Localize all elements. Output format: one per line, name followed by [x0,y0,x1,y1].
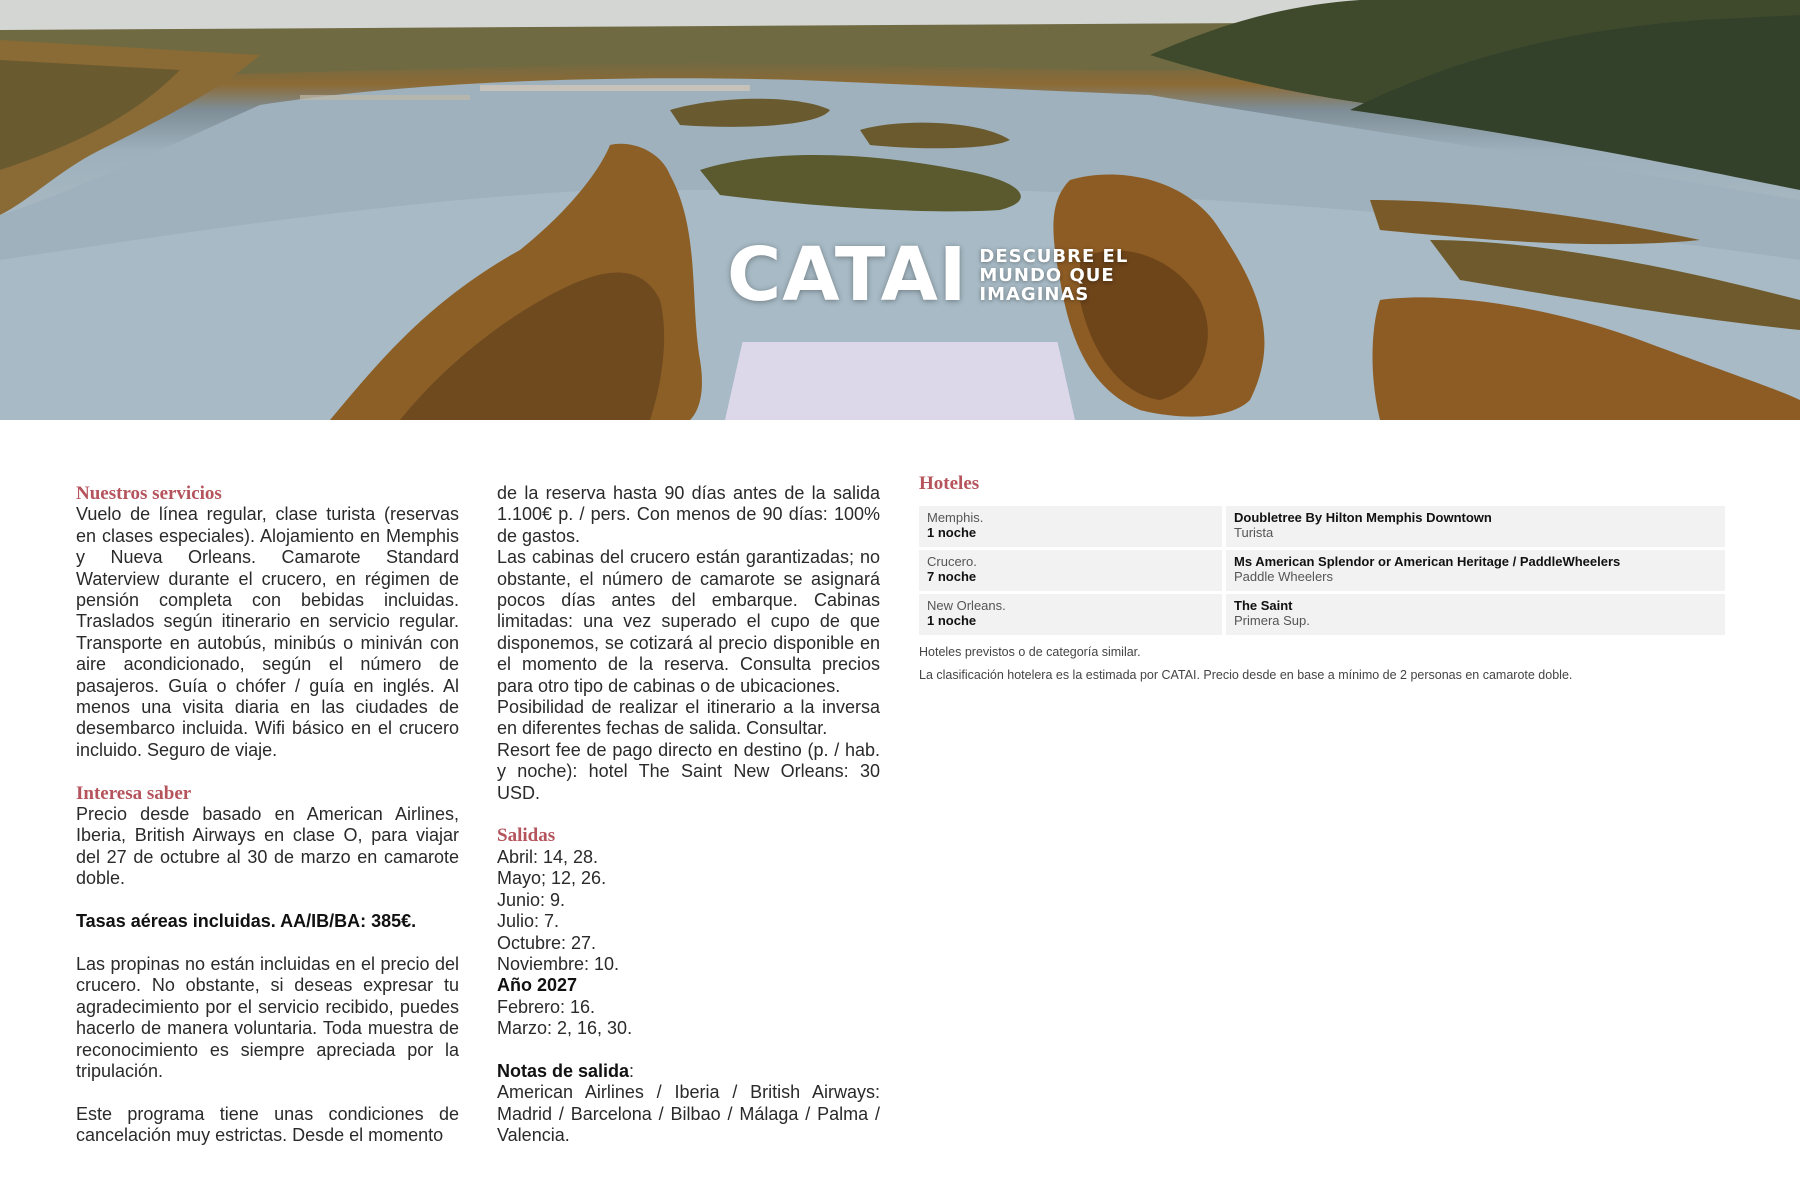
cancellation-text-continued: de la reserva hasta 90 días antes de la salida 1.100€ p. / pers. Con menos de 90 días: 100% de gastos. [497,483,880,546]
hotels-title: Hoteles [919,473,980,494]
hotel-category: Turista [1234,525,1274,541]
hotel-location-cell [919,550,1222,591]
departures-list [497,847,880,1040]
departures-title: Salidas [497,825,556,847]
departure-notes-colon: : [629,1060,635,1081]
column-left [76,483,459,1147]
departure-item: Octubre: 27. [497,932,597,953]
hotel-city: Memphis. [927,510,984,526]
hotel-row [919,594,1725,635]
info-title: Interesa saber [76,782,192,804]
hero-image [0,0,1800,420]
hotel-name: The Saint [1234,598,1293,614]
hotel-name-cell [1226,506,1725,547]
hotel-location-cell [919,594,1222,635]
hotel-name-cell [1226,594,1725,635]
catai-logo: CATAI [727,232,968,318]
hotel-name: Doubletree By Hilton Memphis Downtown [1234,510,1492,526]
cabins-text: Las cabinas del crucero están garantizadas; no obstante, el número de camarote se asignará pocos días antes del embarque. Cabinas limitadas: una vez superado el cupo de que disponemos, se cotizará al precio disponible en el momento de la reserva. Consulta precios para otro tipo de cabinas o de ubicaciones. [497,547,880,696]
hotels-note-similar: Hoteles previstos o de categoría similar. [919,645,1141,660]
hotel-name: Ms American Splendor or American Heritage / PaddleWheelers [1234,554,1621,570]
hotel-nights: 7 noche [927,569,977,585]
year-label: Año 2027 [497,975,578,996]
hotel-row [919,550,1725,591]
departure-item: Febrero: 16. [497,996,596,1017]
column-middle [497,483,880,1147]
departure-item: Mayo; 12, 26. [497,868,607,889]
hotel-nights: 1 noche [927,525,977,541]
hotel-nights: 1 noche [927,613,977,629]
departure-item: Marzo: 2, 16, 30. [497,1018,633,1039]
tagline-line-2: MUNDO QUE [979,264,1115,286]
departure-item: Julio: 7. [497,911,560,932]
air-taxes-note: Tasas aéreas incluidas. AA/IB/BA: 385€. [76,911,417,932]
departure-notes-heading [497,1061,880,1082]
cancellation-text-start: Este programa tiene unas condiciones de cancelación muy estrictas. Desde el momento [76,1103,459,1146]
services-title: Nuestros servicios [76,483,222,504]
departure-notes-label: Notas de salida [497,1060,630,1081]
resort-fee-text: Resort fee de pago directo en destino (p. / hab. y noche): hotel The Saint New Orleans: 30 USD. [497,739,880,803]
hotel-row [919,506,1725,547]
hotel-city: New Orleans. [927,598,1006,614]
lavender-tab-decoration [725,342,1075,420]
departure-item: Junio: 9. [497,889,566,910]
hotel-category: Paddle Wheelers [1234,569,1333,585]
tips-text: Las propinas no están incluidas en el precio del crucero. No obstante, si deseas expresar tu agradecimiento por el servicio recibido, puedes hacerlo de manera voluntaria. Toda muestra de reconocimiento es siempre apreciada por la tripulación. [76,953,459,1081]
departure-item: Abril: 14, 28. [497,846,599,867]
departure-item: Noviembre: 10. [497,953,620,974]
services-text: Vuelo de línea regular, clase turista (reservas en clases especiales). Alojamiento en Memphis y Nueva Orleans. Camarote Standard Waterview durante el crucero, en régimen de pensión completa con bebidas incluidas. Traslados según itinerario en servicio regular. Transporte en autobús, minibús o miniván con aire acondicionado, según el número de pasajeros. Guía o chófer / guía en inglés. Al menos una visita diaria en las ciudades de desembarco incluida. Wifi básico en el crucero incluido. Seguro de viaje. [76,504,459,760]
departure-notes-text: American Airlines / Iberia / British Airways: Madrid / Barcelona / Bilbao / Málaga / Palma / Valencia. [497,1082,880,1146]
tagline-line-1: DESCUBRE EL [979,245,1129,267]
hotels-note-classification: La clasificación hotelera es la estimada por CATAI. Precio desde en base a mínimo de 2 personas en camarote doble. [919,668,1573,683]
tagline-line-3: IMAGINAS [979,283,1090,305]
hotel-location-cell [919,506,1222,547]
hotel-city: Crucero. [927,554,977,570]
catai-brand-lockup [727,232,1129,318]
hotel-name-cell [1226,550,1725,591]
info-text: Precio desde basado en American Airlines, Iberia, British Airways en clase O, para viajar del 27 de octubre al 30 de marzo en camarote doble. [76,804,459,889]
hotel-category: Primera Sup. [1234,613,1310,629]
hotels-section [919,473,1725,682]
brand-tagline [979,247,1129,304]
inverse-itinerary-text: Posibilidad de realizar el itinerario a la inversa en diferentes fechas de salida. Consultar. [497,697,880,739]
